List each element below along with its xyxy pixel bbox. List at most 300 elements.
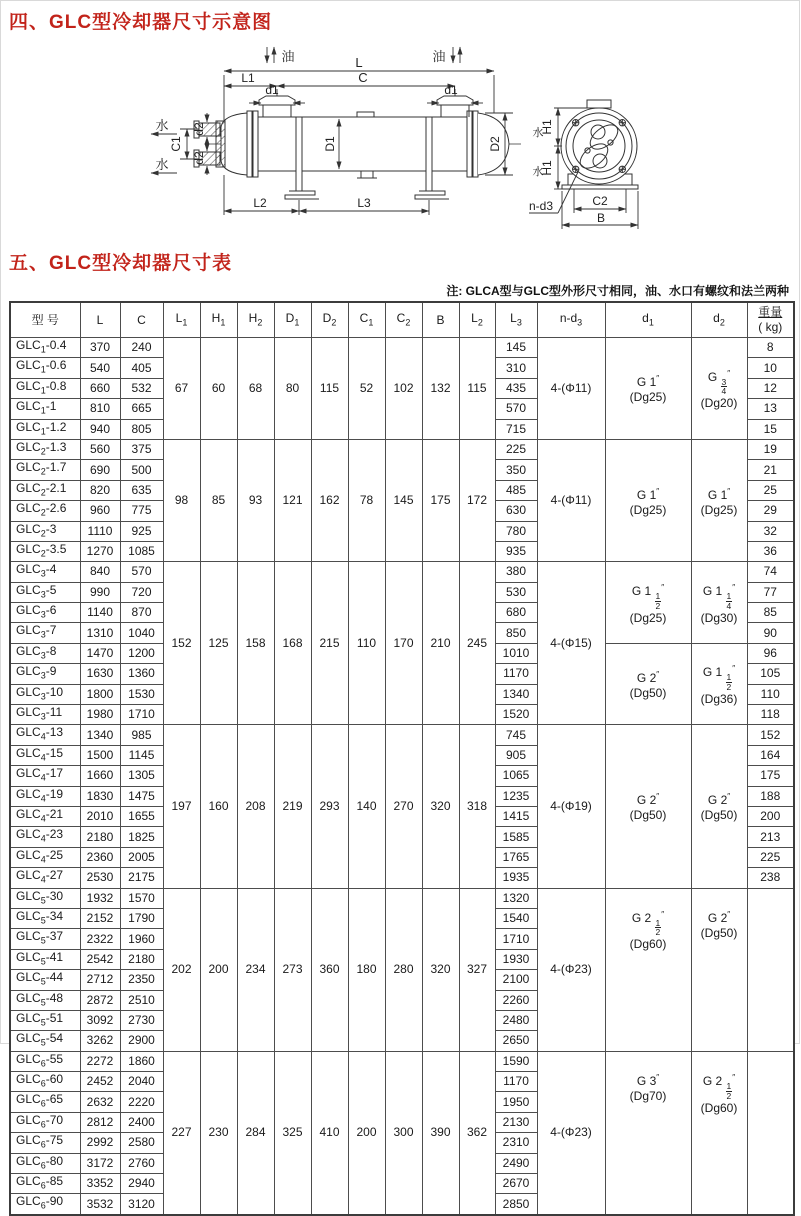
l3-cell: 1340	[495, 684, 537, 704]
weight-cell: 96	[747, 643, 794, 663]
table-row	[10, 1051, 794, 1071]
c-cell: 2730	[120, 1010, 163, 1030]
section4-title: 四、GLC型冷却器尺寸示意图	[9, 12, 273, 33]
model-cell: $GLC_2-2.1$	[10, 480, 80, 500]
l-cell: 660	[80, 378, 120, 398]
model-cell: $GLC_5-44$	[10, 970, 80, 990]
weight-cell: 152	[747, 725, 794, 745]
c-cell: 2580	[120, 1133, 163, 1153]
h2-cell: 93	[237, 439, 274, 561]
l1-cell: 67	[163, 338, 200, 440]
d1-cell: G 2″ (Dg50)	[605, 725, 691, 888]
model-cell: $GLC_3-10$	[10, 684, 80, 704]
column-header: L	[80, 302, 120, 338]
l-cell: 1310	[80, 623, 120, 643]
model-cell: $GLC_6-90$	[10, 1194, 80, 1215]
column-header: $H_2$	[237, 302, 274, 338]
d2-cell: 293	[311, 725, 348, 888]
l3-cell: 1170	[495, 1072, 537, 1092]
l-cell: 1470	[80, 643, 120, 663]
b-cell: 320	[422, 888, 459, 1051]
dim-label-l: L	[355, 55, 363, 70]
n-d3-cell: 4-(Φ15)	[537, 562, 605, 725]
l-cell: 2272	[80, 1051, 120, 1071]
l-cell: 2452	[80, 1072, 120, 1092]
d2-cell: G 1″ (Dg25)	[691, 439, 747, 561]
table-row	[10, 439, 794, 459]
l3-cell: 850	[495, 623, 537, 643]
l-cell: 840	[80, 562, 120, 582]
column-header: 型 号	[10, 302, 80, 338]
l-cell: 690	[80, 460, 120, 480]
c1-cell: 110	[348, 562, 385, 725]
dim-label-d2: d2	[192, 122, 206, 136]
dim-label-d1: d1	[444, 83, 458, 97]
c1-cell: 52	[348, 338, 385, 440]
l3-cell: 745	[495, 725, 537, 745]
weight-cell: 90	[747, 623, 794, 643]
model-cell: $GLC_1-1$	[10, 399, 80, 419]
l-cell: 2180	[80, 827, 120, 847]
model-cell: $GLC_3-4$	[10, 562, 80, 582]
c-cell: 2400	[120, 1112, 163, 1132]
l-cell: 1110	[80, 521, 120, 541]
l-cell: 2712	[80, 970, 120, 990]
l-cell: 1630	[80, 664, 120, 684]
h2-cell: 68	[237, 338, 274, 440]
b-cell: 390	[422, 1051, 459, 1215]
l1-cell: 152	[163, 562, 200, 725]
weight-cell: 110	[747, 684, 794, 704]
l3-cell: 2650	[495, 1031, 537, 1051]
oil-port-right	[441, 105, 469, 117]
model-cell: $GLC_5-30$	[10, 888, 80, 908]
model-cell: $GLC_3-5$	[10, 582, 80, 602]
l3-cell: 310	[495, 358, 537, 378]
model-cell: $GLC_1-0.6$	[10, 358, 80, 378]
weight-cell: 12	[747, 378, 794, 398]
c-cell: 2900	[120, 1031, 163, 1051]
l3-cell: 225	[495, 439, 537, 459]
c1-cell: 140	[348, 725, 385, 888]
c-cell: 1200	[120, 643, 163, 663]
weight-cell: 74	[747, 562, 794, 582]
l3-cell: 2490	[495, 1153, 537, 1173]
h2-cell: 158	[237, 562, 274, 725]
model-cell: $GLC_5-41$	[10, 949, 80, 969]
l-cell: 990	[80, 582, 120, 602]
l3-cell: 780	[495, 521, 537, 541]
c2-cell: 270	[385, 725, 422, 888]
l3-cell: 1010	[495, 643, 537, 663]
l-cell: 820	[80, 480, 120, 500]
h2-cell: 234	[237, 888, 274, 1051]
c-cell: 1530	[120, 684, 163, 704]
l2-cell: 245	[459, 562, 495, 725]
cooler-dimension-diagram	[1, 41, 801, 253]
h1-cell: 60	[200, 338, 237, 440]
model-cell: $GLC_5-48$	[10, 990, 80, 1010]
d2-cell: G 1 $\frac{1}{2}$ ″ (Dg36)	[691, 643, 747, 725]
dim-label-big-d1: D1	[323, 136, 337, 152]
l3-cell: 1765	[495, 847, 537, 867]
l3-cell: 1235	[495, 786, 537, 806]
weight-cell: 19	[747, 439, 794, 459]
model-cell: $GLC_3-11$	[10, 705, 80, 725]
l1-cell: 98	[163, 439, 200, 561]
cooler-diagram-svg	[1, 41, 801, 253]
l2-cell: 172	[459, 439, 495, 561]
c-cell: 2040	[120, 1072, 163, 1092]
c-cell: 1475	[120, 786, 163, 806]
weight-cell: 85	[747, 603, 794, 623]
c-cell: 925	[120, 521, 163, 541]
model-cell: $GLC_1-0.4$	[10, 338, 80, 358]
c-cell: 2175	[120, 868, 163, 888]
l3-cell: 570	[495, 399, 537, 419]
n-d3-cell: 4-(Φ11)	[537, 338, 605, 440]
c-cell: 985	[120, 725, 163, 745]
d2-cell: 162	[311, 439, 348, 561]
l-cell: 2812	[80, 1112, 120, 1132]
weight-cell: 164	[747, 745, 794, 765]
l3-cell: 2260	[495, 990, 537, 1010]
l3-cell: 380	[495, 562, 537, 582]
dim-label-l3: L3	[357, 196, 371, 210]
c2-cell: 300	[385, 1051, 422, 1215]
b-cell: 175	[422, 439, 459, 561]
h2-cell: 208	[237, 725, 274, 888]
d2-cell: G 2 $\frac{1}{2}$ ″ (Dg60)	[691, 1051, 747, 1215]
table-row	[10, 562, 794, 582]
h1-cell: 230	[200, 1051, 237, 1215]
l-cell: 3172	[80, 1153, 120, 1173]
d2-cell: G 1 $\frac{1}{4}$ ″ (Dg30)	[691, 562, 747, 644]
l-cell: 2530	[80, 868, 120, 888]
c-cell: 1085	[120, 541, 163, 561]
model-cell: $GLC_3-6$	[10, 603, 80, 623]
model-cell: $GLC_1-0.8$	[10, 378, 80, 398]
top-vent	[357, 112, 374, 117]
c-cell: 532	[120, 378, 163, 398]
c-cell: 1305	[120, 766, 163, 786]
model-cell: $GLC_5-51$	[10, 1010, 80, 1030]
dim-label-c1: C1	[169, 136, 183, 152]
model-cell: $GLC_4-25$	[10, 847, 80, 867]
weight-cell: 25	[747, 480, 794, 500]
c2-cell: 102	[385, 338, 422, 440]
l3-cell: 2100	[495, 970, 537, 990]
l-cell: 370	[80, 338, 120, 358]
c2-cell: 145	[385, 439, 422, 561]
l3-cell: 1930	[495, 949, 537, 969]
bottom-drain	[361, 171, 373, 178]
l2-cell: 362	[459, 1051, 495, 1215]
l-cell: 1340	[80, 725, 120, 745]
c-cell: 2510	[120, 990, 163, 1010]
table-row	[10, 338, 794, 358]
water-label: 水	[155, 157, 169, 172]
c1-cell: 200	[348, 1051, 385, 1215]
l3-cell: 530	[495, 582, 537, 602]
c-cell: 775	[120, 501, 163, 521]
c-cell: 1360	[120, 664, 163, 684]
l3-cell: 905	[495, 745, 537, 765]
model-cell: $GLC_3-7$	[10, 623, 80, 643]
model-cell: $GLC_2-3$	[10, 521, 80, 541]
d1-cell: 121	[274, 439, 311, 561]
l-cell: 1500	[80, 745, 120, 765]
weight-cell: 77	[747, 582, 794, 602]
weight-cell: 175	[747, 766, 794, 786]
dim-label-n-d3: n-d3	[529, 199, 554, 213]
right-support	[426, 117, 432, 191]
model-cell: $GLC_6-70$	[10, 1112, 80, 1132]
l-cell: 3532	[80, 1194, 120, 1215]
b-cell: 320	[422, 725, 459, 888]
c1-cell: 180	[348, 888, 385, 1051]
model-cell: $GLC_4-15$	[10, 745, 80, 765]
column-header: $d_2$	[691, 302, 747, 338]
d2-cell: 360	[311, 888, 348, 1051]
column-header: $n-d_3$	[537, 302, 605, 338]
model-cell: $GLC_2-2.6$	[10, 501, 80, 521]
c-cell: 1825	[120, 827, 163, 847]
model-cell: $GLC_6-85$	[10, 1174, 80, 1194]
shell-body	[251, 117, 469, 171]
c-cell: 1860	[120, 1051, 163, 1071]
model-cell: $GLC_3-9$	[10, 664, 80, 684]
l-cell: 1800	[80, 684, 120, 704]
n-d3-cell: 4-(Φ11)	[537, 439, 605, 561]
left-support	[296, 117, 302, 191]
c-cell: 2940	[120, 1174, 163, 1194]
model-cell: $GLC_6-80$	[10, 1153, 80, 1173]
c-cell: 1570	[120, 888, 163, 908]
column-header: $C_2$	[385, 302, 422, 338]
l-cell: 3352	[80, 1174, 120, 1194]
l-cell: 2632	[80, 1092, 120, 1112]
h1-cell: 200	[200, 888, 237, 1051]
dim-label-c2: C2	[592, 194, 608, 208]
water-label: 水	[532, 127, 544, 139]
c-cell: 2760	[120, 1153, 163, 1173]
l-cell: 1140	[80, 603, 120, 623]
l1-cell: 197	[163, 725, 200, 888]
model-cell: $GLC_4-23$	[10, 827, 80, 847]
side-view	[194, 96, 521, 199]
l-cell: 1660	[80, 766, 120, 786]
d2-cell: G 2″ (Dg50)	[691, 725, 747, 888]
c-cell: 3120	[120, 1194, 163, 1215]
weight-cell	[747, 888, 794, 1051]
model-cell: $GLC_4-17$	[10, 766, 80, 786]
l3-cell: 1065	[495, 766, 537, 786]
model-cell: $GLC_5-37$	[10, 929, 80, 949]
model-cell: $GLC_2-1.3$	[10, 439, 80, 459]
l3-cell: 1710	[495, 929, 537, 949]
dim-label-d2: d2	[192, 151, 206, 165]
c-cell: 2350	[120, 970, 163, 990]
c-cell: 405	[120, 358, 163, 378]
l3-cell: 680	[495, 603, 537, 623]
c-cell: 870	[120, 603, 163, 623]
l3-cell: 1585	[495, 827, 537, 847]
model-cell: $GLC_4-19$	[10, 786, 80, 806]
l-cell: 1980	[80, 705, 120, 725]
c-cell: 2180	[120, 949, 163, 969]
l3-cell: 1540	[495, 908, 537, 928]
d2-cell: G $\frac{3}{4}$ ″ (Dg20)	[691, 338, 747, 440]
n-d3-cell: 4-(Φ19)	[537, 725, 605, 888]
l3-cell: 1170	[495, 664, 537, 684]
weight-cell: 105	[747, 664, 794, 684]
c-cell: 500	[120, 460, 163, 480]
oil-label: 油	[432, 49, 446, 64]
h1-cell: 85	[200, 439, 237, 561]
c2-cell: 280	[385, 888, 422, 1051]
dim-label-l2: L2	[253, 196, 267, 210]
dimension-table	[9, 301, 795, 1216]
model-cell: $GLC_4-21$	[10, 806, 80, 826]
model-cell: $GLC_6-65$	[10, 1092, 80, 1112]
weight-cell: 36	[747, 541, 794, 561]
table-note: 注: GLCA型与GLC型外形尺寸相同，油、水口有螺纹和法兰两种	[446, 284, 789, 298]
column-header: B	[422, 302, 459, 338]
l3-cell: 2670	[495, 1174, 537, 1194]
c-cell: 2005	[120, 847, 163, 867]
h1-cell: 160	[200, 725, 237, 888]
column-header: $d_1$	[605, 302, 691, 338]
c-cell: 240	[120, 338, 163, 358]
l-cell: 940	[80, 419, 120, 439]
l3-cell: 485	[495, 480, 537, 500]
l3-cell: 145	[495, 338, 537, 358]
column-header: $H_1$	[200, 302, 237, 338]
column-header: $L_2$	[459, 302, 495, 338]
b-cell: 132	[422, 338, 459, 440]
l3-cell: 350	[495, 460, 537, 480]
c-cell: 570	[120, 562, 163, 582]
dim-label-h1: H1	[540, 160, 554, 176]
l3-cell: 435	[495, 378, 537, 398]
weight-cell: 118	[747, 705, 794, 725]
d1-cell: G 3″ (Dg70)	[605, 1051, 691, 1215]
c-cell: 1145	[120, 745, 163, 765]
table-row	[10, 725, 794, 745]
l3-cell: 1935	[495, 868, 537, 888]
c-cell: 1960	[120, 929, 163, 949]
water-label: 水	[155, 118, 169, 133]
dim-label-h1: H1	[540, 119, 554, 135]
l-cell: 2872	[80, 990, 120, 1010]
l3-cell: 1415	[495, 806, 537, 826]
weight-cell: 29	[747, 501, 794, 521]
l3-cell: 1590	[495, 1051, 537, 1071]
model-cell: $GLC_3-8$	[10, 643, 80, 663]
d1-cell: G 2″ (Dg50)	[605, 643, 691, 725]
c-cell: 1040	[120, 623, 163, 643]
c-cell: 375	[120, 439, 163, 459]
d1-cell: G 1″ (Dg25)	[605, 338, 691, 440]
l-cell: 810	[80, 399, 120, 419]
column-header: 重量 ( kg)	[747, 302, 794, 338]
l1-cell: 202	[163, 888, 200, 1051]
weight-cell	[747, 1051, 794, 1215]
column-header: C	[120, 302, 163, 338]
c-cell: 1655	[120, 806, 163, 826]
c-cell: 1790	[120, 908, 163, 928]
oil-label: 油	[281, 49, 295, 64]
d1-cell: 80	[274, 338, 311, 440]
column-header: $C_1$	[348, 302, 385, 338]
c-cell: 665	[120, 399, 163, 419]
h2-cell: 284	[237, 1051, 274, 1215]
l-cell: 2992	[80, 1133, 120, 1153]
weight-cell: 21	[747, 460, 794, 480]
dim-label-d1: d1	[265, 83, 279, 97]
l-cell: 2152	[80, 908, 120, 928]
l3-cell: 2850	[495, 1194, 537, 1215]
l3-cell: 715	[495, 419, 537, 439]
l3-cell: 2310	[495, 1133, 537, 1153]
model-cell: $GLC_4-27$	[10, 868, 80, 888]
model-cell: $GLC_2-3.5$	[10, 541, 80, 561]
table-header-row	[10, 302, 794, 338]
l1-cell: 227	[163, 1051, 200, 1215]
d1-cell: G 2 $\frac{1}{2}$ ″ (Dg60)	[605, 888, 691, 1051]
weight-cell: 15	[747, 419, 794, 439]
column-header: $L_3$	[495, 302, 537, 338]
end-view	[561, 100, 638, 189]
model-cell: $GLC_1-1.2$	[10, 419, 80, 439]
b-cell: 210	[422, 562, 459, 725]
c-cell: 635	[120, 480, 163, 500]
dim-label-big-d2: D2	[488, 136, 502, 152]
l-cell: 2322	[80, 929, 120, 949]
c2-cell: 170	[385, 562, 422, 725]
table-row	[10, 888, 794, 908]
c-cell: 1710	[120, 705, 163, 725]
model-cell: $GLC_6-55$	[10, 1051, 80, 1071]
d1-cell: 325	[274, 1051, 311, 1215]
model-cell: $GLC_6-60$	[10, 1072, 80, 1092]
l3-cell: 2480	[495, 1010, 537, 1030]
dim-label-c: C	[358, 70, 368, 85]
l-cell: 2542	[80, 949, 120, 969]
c1-cell: 78	[348, 439, 385, 561]
d2-cell: G 2″ (Dg50)	[691, 888, 747, 1051]
l-cell: 960	[80, 501, 120, 521]
water-label: 水	[532, 166, 544, 178]
model-cell: $GLC_6-75$	[10, 1133, 80, 1153]
c-cell: 805	[120, 419, 163, 439]
weight-cell: 200	[747, 806, 794, 826]
l3-cell: 1950	[495, 1092, 537, 1112]
l3-cell: 1520	[495, 705, 537, 725]
weight-cell: 213	[747, 827, 794, 847]
l-cell: 560	[80, 439, 120, 459]
d1-cell: 168	[274, 562, 311, 725]
l-cell: 540	[80, 358, 120, 378]
d2-cell: 215	[311, 562, 348, 725]
d1-cell: 273	[274, 888, 311, 1051]
l-cell: 1932	[80, 888, 120, 908]
weight-cell: 13	[747, 399, 794, 419]
flange-outer-circle	[561, 108, 637, 184]
weight-cell: 238	[747, 868, 794, 888]
l3-cell: 2130	[495, 1112, 537, 1132]
